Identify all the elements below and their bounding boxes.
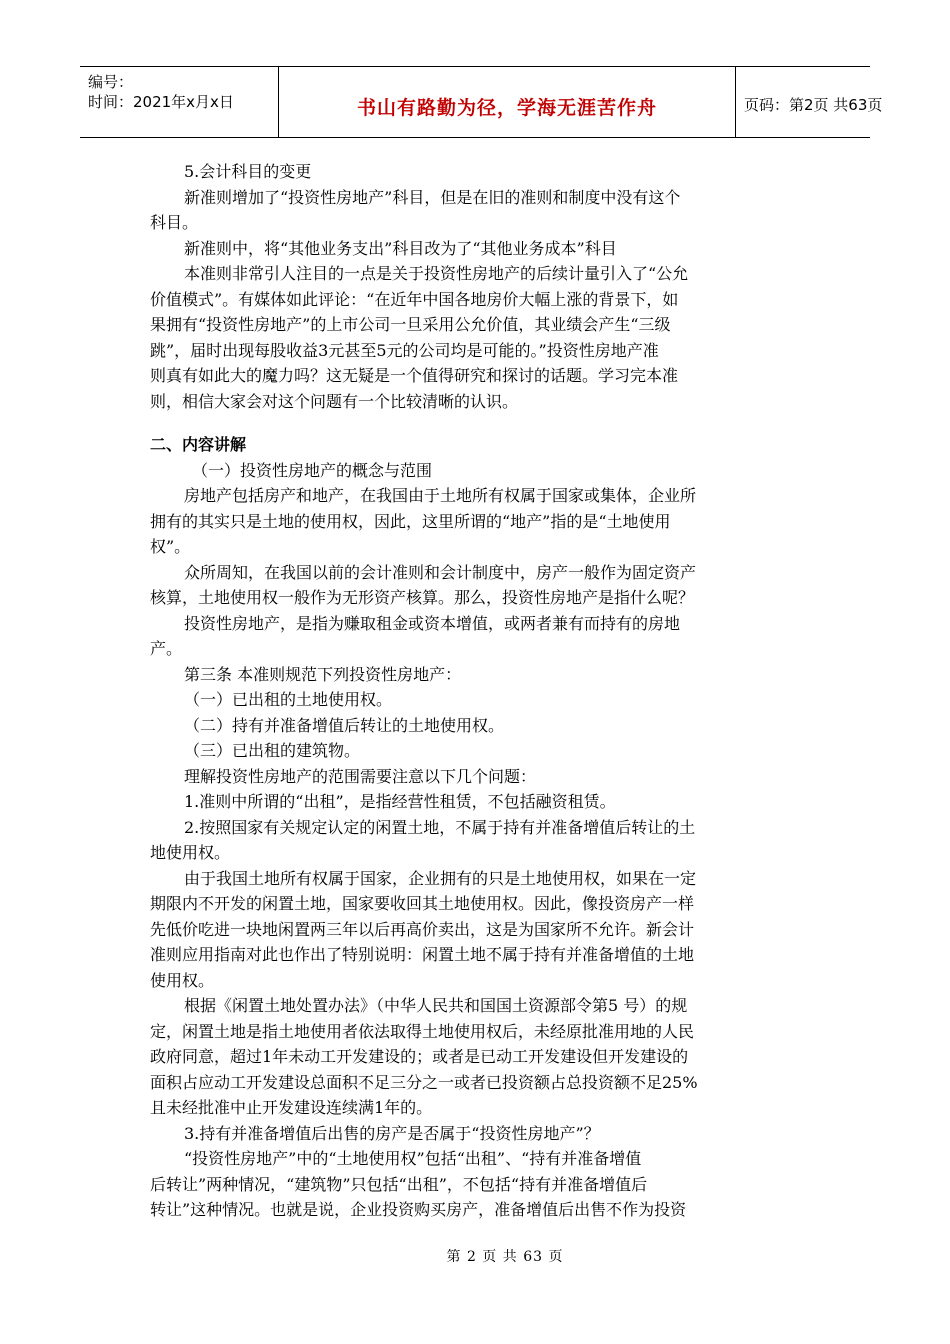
text-line: 2.按照国家有关规定认定的闲置土地，不属于持有并准备增值后转让的土 bbox=[184, 817, 696, 837]
footer-page-number: 第 2 页 共 63 页 bbox=[446, 1249, 564, 1265]
text-line: 使用权。 bbox=[150, 970, 215, 990]
header-meta-cell bbox=[80, 67, 279, 137]
section-heading: 二、内容讲解 bbox=[150, 435, 247, 454]
text-line: 先低价吃进一块地闲置两三年以后再高价卖出，这是为国家所不允许。新会计 bbox=[150, 919, 695, 939]
text-line: 地使用权。 bbox=[150, 843, 231, 862]
text-line: 根据《闲置土地处置办法》（中华人民共和国国土资源部令第5 号）的规 bbox=[184, 996, 688, 1015]
text-line: 第三条 本准则规范下列投资性房地产： bbox=[184, 664, 462, 684]
text-line: 政府同意，超过1年未动工开发建设的；或者是已动工开发建设但开发建设的 bbox=[150, 1047, 689, 1066]
text-line: 新准则中，将“其他业务支出”科目改为了“其他业务成本”科目 bbox=[184, 238, 617, 258]
text-line: 期限内不开发的闲置土地，国家要收回其土地使用权。因此，像投资房产一样 bbox=[150, 894, 695, 913]
text-line: 果拥有“投资性房地产”的上市公司一旦采用公允价值，其业绩会产生“三级 bbox=[150, 315, 671, 334]
text-line: 面积占应动工开发建设总面积不足三分之一或者已投资额占总投资额不足25% bbox=[150, 1072, 698, 1092]
text-line: 1.准则中所谓的“出租”，是指经营性租赁，不包括融资租赁。 bbox=[184, 792, 616, 811]
page-header bbox=[80, 66, 883, 138]
text-line: 则真有如此大的魔力吗？这无疑是一个值得研究和探讨的话题。学习完本准 bbox=[150, 366, 679, 385]
document-number-label: 编号： bbox=[88, 73, 134, 91]
text-line: 理解投资性房地产的范围需要注意以下几个问题： bbox=[184, 766, 537, 786]
text-line: 由于我国土地所有权属于国家，企业拥有的只是土地使用权，如果在一定 bbox=[184, 868, 697, 888]
document-body bbox=[150, 159, 810, 1223]
document-date-label: 时间：2021年x月x日 bbox=[88, 93, 234, 111]
text-line: 本准则非常引人注目的一点是关于投资性房地产的后续计量引入了“公允 bbox=[184, 264, 689, 283]
text-line: 权”。 bbox=[150, 537, 191, 556]
page-footer bbox=[0, 1246, 950, 1266]
text-line: 房地产包括房产和地产，在我国由于土地所有权属于国家或集体，企业所 bbox=[184, 486, 697, 505]
text-line: “投资性房地产”中的“土地使用权”包括“出租”、“持有并准备增值 bbox=[184, 1149, 642, 1168]
text-line: 后转让”两种情况，“建筑物”只包括“出租”，不包括“持有并准备增值后 bbox=[150, 1174, 648, 1194]
text-line: （二）持有并准备增值后转让的土地使用权。 bbox=[184, 715, 505, 735]
text-line: 拥有的其实只是土地的使用权，因此，这里所谓的“地产”指的是“土地使用 bbox=[150, 511, 671, 531]
text-line: 3.持有并准备增值后出售的房产是否属于“投资性房地产”？ bbox=[184, 1123, 600, 1143]
text-line: 核算，土地使用权一般作为无形资产核算。那么，投资性房地产是指什么呢？ bbox=[150, 588, 695, 607]
text-line: 科目。 bbox=[150, 213, 199, 232]
header-page-cell bbox=[736, 67, 883, 137]
section-gap bbox=[150, 414, 810, 432]
header-page-info: 页码：第2页 共63页 bbox=[744, 96, 883, 114]
header-motto: 书山有路勤为径，学海无涯苦作舟 bbox=[356, 97, 657, 119]
text-line: 定，闲置土地是指土地使用者依法取得土地使用权后，未经原批准用地的人民 bbox=[150, 1021, 695, 1041]
text-line: 众所周知，在我国以前的会计准则和会计制度中，房产一般作为固定资产 bbox=[184, 562, 697, 582]
header-motto-cell bbox=[279, 67, 736, 137]
text-line: 投资性房地产，是指为赚取租金或资本增值，或两者兼有而持有的房地 bbox=[184, 613, 681, 633]
intro-section bbox=[150, 159, 810, 414]
text-line: （一）投资性房地产的概念与范围 bbox=[192, 460, 433, 480]
text-line: （一）已出租的土地使用权。 bbox=[184, 690, 393, 709]
text-line: 5.会计科目的变更 bbox=[184, 162, 312, 181]
main-section bbox=[150, 458, 810, 1223]
text-line: 产。 bbox=[150, 639, 183, 658]
text-line: （三）已出租的建筑物。 bbox=[184, 741, 361, 760]
text-line: 则，相信大家会对这个问题有一个比较清晰的认识。 bbox=[150, 391, 519, 411]
text-line: 准则应用指南对此也作出了特别说明：闲置土地不属于持有并准备增值的土地 bbox=[150, 945, 695, 964]
text-line: 新准则增加了“投资性房地产”科目，但是在旧的准则和制度中没有这个 bbox=[184, 187, 681, 207]
text-line: 转让”这种情况。也就是说，企业投资购买房产，准备增值后出售不作为投资 bbox=[150, 1200, 687, 1219]
text-line: 且未经批准中止开发建设连续满1年的。 bbox=[150, 1098, 433, 1117]
text-line: 价值模式”。有媒体如此评论：“在近年中国各地房价大幅上涨的背景下，如 bbox=[150, 289, 679, 309]
text-line: 跳”，届时出现每股收益3元甚至5元的公司均是可能的。”投资性房地产准 bbox=[150, 340, 659, 360]
